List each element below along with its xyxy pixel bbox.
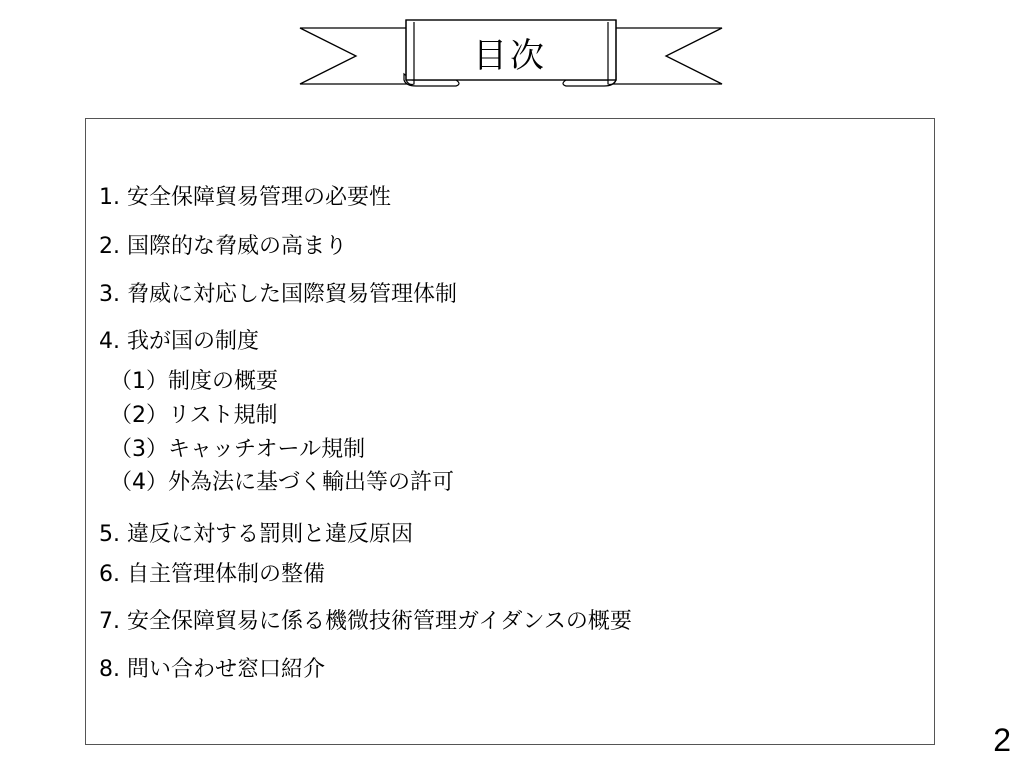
toc-item-number: 8. [99, 657, 120, 682]
toc-item-8 [99, 655, 325, 685]
toc-item-label: 脅威に対応した国際貿易管理体制 [127, 282, 458, 307]
toc-item-label: 国際的な脅威の高まり [127, 234, 348, 259]
toc-subitem-2 [110, 401, 278, 431]
toc-item-number: （2） [110, 403, 168, 428]
toc-item-label: 安全保障貿易管理の必要性 [127, 185, 392, 210]
toc-item-number: 5. [99, 522, 120, 547]
toc-item-4 [99, 327, 259, 357]
toc-item-2 [99, 232, 347, 262]
toc-item-number: 7. [99, 609, 120, 634]
toc-item-number: （3） [110, 437, 168, 462]
toc-item-label: 安全保障貿易に係る機微技術管理ガイダンスの概要 [127, 609, 632, 634]
toc-item-3 [99, 280, 457, 310]
toc-item-label: 違反に対する罰則と違反原因 [127, 522, 414, 547]
toc-item-label: 我が国の制度 [127, 329, 260, 354]
banner-right-tail [608, 28, 722, 84]
toc-item-label: キャッチオール規制 [168, 437, 366, 462]
toc-item-number: 2. [99, 234, 120, 259]
toc-item-6 [99, 560, 325, 590]
toc-item-7 [99, 607, 632, 637]
toc-item-label: 外為法に基づく輸出等の許可 [168, 470, 455, 495]
page-number: 2 [993, 722, 1011, 758]
toc-subitem-1 [110, 367, 278, 397]
banner-left-tail [300, 28, 412, 84]
toc-item-number: 4. [99, 329, 120, 354]
toc-item-1 [99, 183, 391, 213]
toc-item-number: 6. [99, 562, 120, 587]
toc-subitem-4 [110, 468, 454, 498]
toc-item-5 [99, 520, 413, 550]
toc-item-number: （1） [110, 369, 168, 394]
toc-subitem-3 [110, 435, 365, 465]
toc-item-label: 問い合わせ窓口紹介 [127, 657, 326, 682]
toc-item-number: （4） [110, 470, 168, 495]
toc-item-number: 3. [99, 282, 120, 307]
toc-item-label: リスト規制 [168, 403, 278, 428]
page-title: 目次 [473, 35, 547, 76]
toc-item-number: 1. [99, 185, 120, 210]
toc-item-label: 制度の概要 [168, 369, 279, 394]
toc-item-label: 自主管理体制の整備 [127, 562, 326, 587]
